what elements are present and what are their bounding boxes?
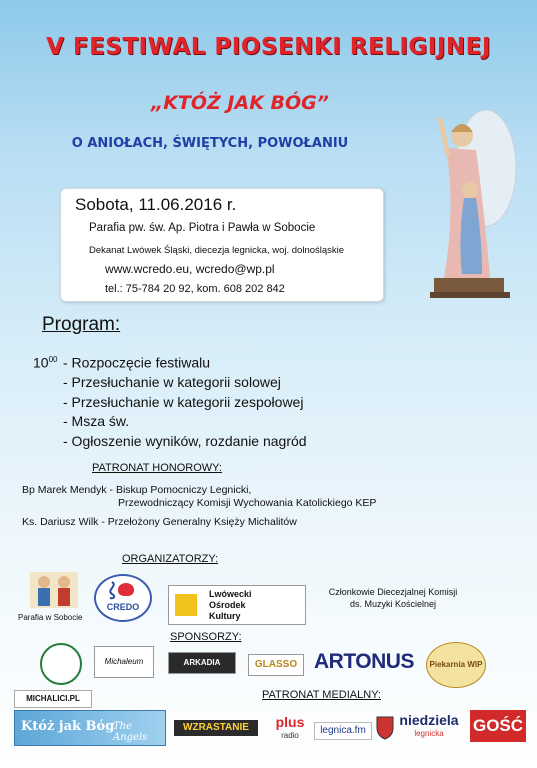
time-hour: 10: [33, 354, 49, 371]
lok-logo-text: Lwówecki: [209, 589, 252, 599]
gosc-logo: GOŚĆ: [470, 710, 526, 742]
sponsors-heading: SPONSORZY:: [170, 631, 242, 643]
credo-logo: [94, 574, 152, 622]
program-heading: Program:: [42, 314, 121, 335]
angel-statue-image: [410, 98, 520, 308]
schedule-item: - Przesłuchanie w kategorii solowej: [63, 374, 281, 391]
niedziela-logo: [398, 714, 460, 740]
schedule-item: - Ogłoszenie wyników, rozdanie nagród: [63, 432, 307, 449]
festival-subtitle: „KTÓŻ JAK BÓG”: [150, 92, 330, 114]
schedule-row: [33, 373, 307, 393]
festival-title: V FESTIWAL PIOSENKI RELIGIJNEJ: [46, 34, 491, 60]
festival-tagline: O ANIOŁACH, ŚWIĘTYCH, POWOŁANIU: [71, 136, 349, 151]
credo-logo-text: CREDO: [106, 602, 140, 612]
diocesan-commission: [318, 586, 468, 610]
sponsor-piekarnia-logo: Piekarnia WIP: [426, 642, 486, 688]
honorary-patronage-heading: PATRONAT HONOROWY:: [92, 462, 222, 474]
schedule-row: [33, 432, 307, 452]
sponsor-michaleum-logo: Michaleum: [94, 646, 154, 678]
sponsor-arkadia-logo: ARKADIA: [168, 652, 236, 674]
lok-logo: [168, 585, 306, 625]
patron-line: Ks. Dariusz Wilk - Przełożony Generalny Księży Michalitów: [22, 516, 297, 528]
angels-text: The Angels: [113, 721, 148, 743]
patron-line: Przewodniczący Komisji Wychowania Katolickiego KEP: [118, 497, 377, 509]
ktoz-jak-bog-text: Któż jak Bóg: [21, 719, 115, 734]
commission-line: Członkowie Diecezjalnej Komisji: [328, 587, 458, 597]
niedziela-sub: legnicka: [414, 729, 444, 738]
media-patronage-heading: PATRONAT MEDIALNY:: [262, 689, 381, 701]
time-minutes: 00: [48, 355, 58, 364]
event-date: Sobota, 11.06.2016 r.: [75, 195, 237, 214]
organizers-heading: ORGANIZATORZY:: [122, 553, 219, 565]
radio-plus-logo: [270, 716, 310, 742]
commission-line: ds. Muzyki Kościelnej: [349, 599, 437, 609]
event-website: www.wcredo.eu, wcredo@wp.pl: [105, 262, 275, 276]
parish-caption: Parafia w Sobocie: [18, 613, 83, 622]
sponsor-emblem-logo: [40, 643, 82, 685]
schedule-row: [33, 393, 307, 413]
radio-plus-text: plus: [275, 714, 305, 730]
schedule-time: [33, 350, 63, 373]
event-info-box: [60, 188, 384, 302]
niedziela-text: niedziela: [399, 712, 459, 728]
parish-saints-image: [28, 570, 80, 610]
schedule-item: - Przesłuchanie w kategorii zespołowej: [63, 393, 304, 410]
sponsor-artonus-logo: ARTONUS: [314, 650, 414, 673]
lok-logo-mark: [175, 594, 197, 616]
radio-plus-sub: radio: [281, 731, 299, 740]
program-schedule: [33, 350, 307, 451]
sponsor-glasso-logo: GLASSO: [248, 654, 304, 676]
schedule-item: - Rozpoczęcie festiwalu: [63, 354, 211, 371]
schedule-row: [33, 412, 307, 432]
schedule-item: - Msza św.: [63, 413, 130, 430]
heart-icon: [118, 583, 134, 596]
legnica-fm-logo: legnica.fm: [314, 722, 372, 740]
ktoz-jak-bog-banner: [14, 710, 166, 746]
wzrastanie-logo: WZRASTANIE: [174, 720, 258, 736]
coat-of-arms-icon: [376, 716, 394, 740]
event-deanery: Dekanat Lwówek Śląski, diecezja legnicka, woj. dolnośląskie: [89, 245, 345, 256]
michalici-logo: MICHALICI.PL: [14, 690, 92, 708]
lok-logo-text: Ośrodek: [209, 600, 246, 610]
patron-line: Bp Marek Mendyk - Biskup Pomocniczy Legnicki,: [22, 484, 252, 496]
event-phone: tel.: 75-784 20 92, kom. 608 202 842: [105, 283, 285, 295]
schedule-row: [33, 350, 307, 373]
lok-logo-text: Kultury: [209, 611, 241, 621]
event-parish: Parafia pw. św. Ap. Piotra i Pawła w Sobocie: [89, 222, 316, 234]
honorary-patrons: [22, 484, 376, 529]
